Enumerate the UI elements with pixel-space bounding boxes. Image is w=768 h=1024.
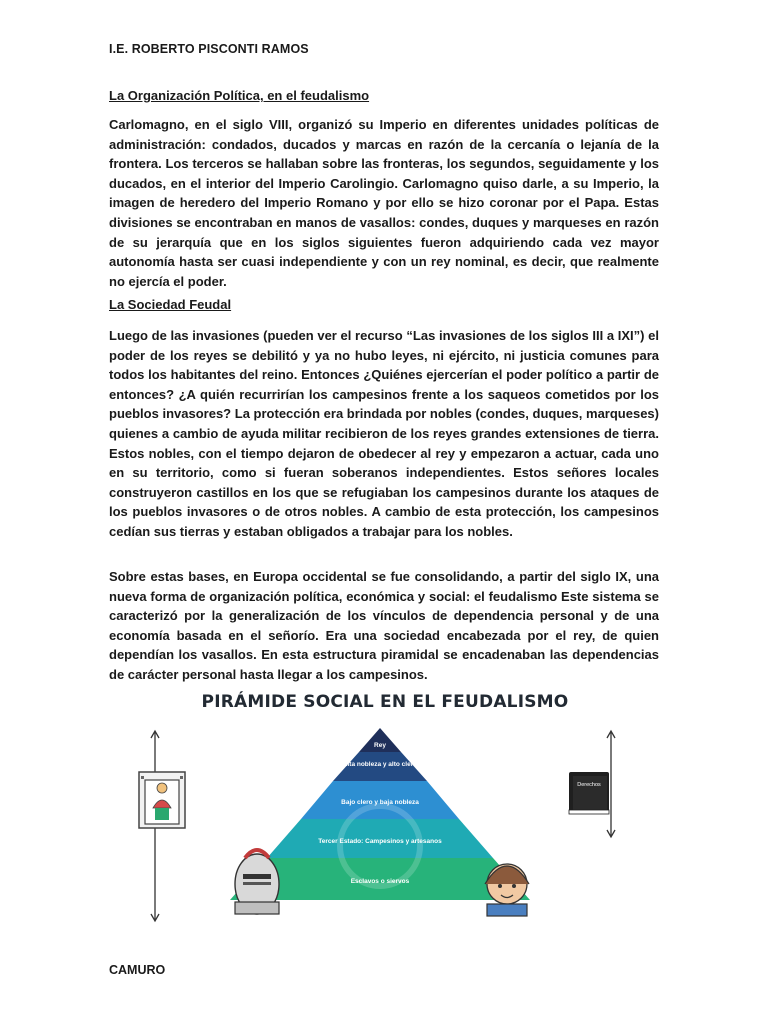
footer-author: CAMURO: [109, 963, 166, 977]
rights-book-icon: [569, 772, 609, 814]
figure-title: PIRÁMIDE SOCIAL EN EL FEUDALISMO: [201, 692, 569, 712]
paragraph-political-organization: Carlomagno, en el siglo VIII, organizó su Imperio en diferentes unidades políticas de administración: condados, ducados y marcas en razón de la cercanía o lejanía de la frontera. Los terceros se hallaban sobre las fronteras, los segundos, seguidamente y los ducados, en el interior del Imperio Carolingio. Carlomagno quiso darle, a su Imperio, la imagen de heredero del Imperio Romano y por ello se hizo coronar por el Papa. Estas divisiones se encontraban en manos de vasallos: condes, duques y marqueses en razón de su jerarquía que en los siglos siguientes fueron adquiriendo cada vez mayor autonomía hasta ser cuasi independiente y con un rey nominal, es decir, que realmente no ejercía el poder.: [109, 117, 659, 289]
paragraph-feudal-society-1: Luego de las invasiones (pueden ver el recurso “Las invasiones de los siglos III a IXI”) el poder de los reyes se debilitó y ya no hubo leyes, ni ejército, ni justicia comunes para todos los habitantes del reino. Entonces ¿Quiénes ejercerían el poder político a partir de entonces? ¿A quién recurrirían los campesinos frente a los saqueos cometidos por los pueblos invasores? La protección era brindada por nobles (condes, duques, marqueses) quienes a cambio de ayuda militar recibieron de los reyes grandes extensiones de tierra. Estos nobles, con el tiempo dejaron de obedecer al rey y empezaron a actuar, cada uno en su territorio, como si fueran soberanos independientes. Estos señores locales construyeron castillos en los que se refugiaban los campesinos durante los ataques de los pueblos invasores o de otros nobles. A cambio de esta protección, los campesinos cedían sus tierras y estaban obligados a trabajar para los nobles.: [109, 328, 659, 539]
school-header: I.E. ROBERTO PISCONTI RAMOS: [109, 42, 309, 56]
pyramid-label-bajo-clero: Bajo clero y baja nobleza: [341, 799, 419, 806]
pyramid-illustration: [115, 688, 655, 933]
section-title-feudal-society: La Sociedad Feudal: [109, 297, 232, 312]
paragraph-feudal-society-2: Sobre estas bases, en Europa occidental se fue consolidando, a partir del siglo IX, una nueva forma de organización política, económica y social: el feudalismo Este sistema se caracterizó por la generalización de los vínculos de dependencia personal y de una economía basada en el señorío. Era una sociedad encabezada por el rey, de quien dependían los vasallos. En esta estructura piramidal se encadenaban las dependencias de carácter personal hasta llegar a los campesinos.: [109, 569, 659, 682]
section-title-political-organization: La Organización Política, en el feudalismo: [109, 88, 370, 103]
pyramid-label-rey: Rey: [374, 742, 386, 749]
pyramid-label-tercer-estado: Tercer Estado: Campesinos y artesanos: [318, 838, 442, 845]
pyramid-label-esclavos: Esclavos o siervos: [350, 878, 410, 885]
feudal-pyramid-figure: [115, 688, 655, 933]
pyramid-label-alta-nobleza: Alta nobleza y alto clero: [342, 761, 418, 768]
peasant-icon: [485, 864, 529, 916]
book-label: Derechos: [577, 782, 601, 788]
elevator-icon: [139, 772, 185, 828]
